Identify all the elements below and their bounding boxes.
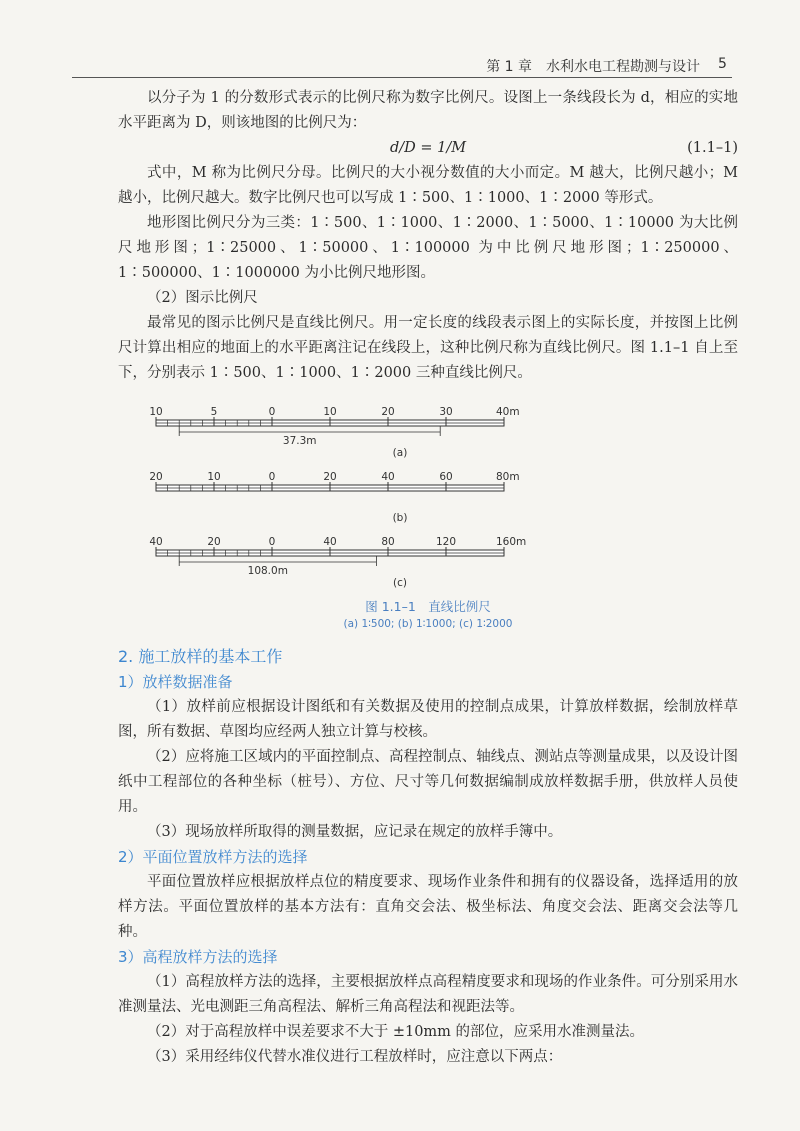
tick-label: 60 (439, 471, 453, 483)
paragraph: （1）放样前应根据设计图纸和有关数据及使用的控制点成果，计算放样数据，绘制放样草图，所有数据、草图均应经两人独立计算与校核。 (118, 699, 738, 740)
paragraph: 最常见的图示比例尺是直线比例尺。用一定长度的线段表示图上的实际长度，并按图上比例尺计算出相应的地面上的水平距离注记在线段上，这种比例尺称为直线比例尺。图 1.1–1 自上至下，分别表示 1∶500、1∶1000、1∶2000 三种直线比例尺。 (118, 315, 738, 381)
section-heading: 2. 施工放样的基本工作 (118, 647, 283, 666)
paragraph: （2）应将施工区域内的平面控制点、高程控制点、轴线点、测站点等测量成果，以及设计图纸中工程部位的各种坐标（桩号）、方位、尺寸等几何数据编制成放样数据手册，供放样人员使用。 (118, 749, 738, 815)
tick-label: 80m (496, 471, 520, 483)
formula (118, 136, 738, 161)
tick-label: 5 (210, 406, 218, 418)
tick-label: 40m (496, 406, 520, 418)
tick-label: 0 (268, 471, 276, 483)
tick-label: 120 (435, 536, 457, 548)
tick-label: 40 (149, 536, 163, 548)
paragraph: （1）高程放样方法的选择，主要根据放样点高程精度要求和现场的作业条件。可分别采用水准测量法、光电测距三角高程法、解析三角高程法和视距法等。 (118, 974, 738, 1015)
tick-label: 0 (268, 536, 276, 548)
page-number: 5 (718, 56, 727, 72)
paragraph: （3）现场放样所取得的测量数据，应记录在规定的放样手簿中。 (147, 824, 563, 840)
formula-number: (1.1–1) (687, 140, 738, 156)
paragraph: （3）采用经纬仪代替水准仪进行工程放样时，应注意以下两点： (147, 1049, 563, 1065)
page-header (0, 56, 800, 78)
measure-label: 37.3m (282, 435, 317, 447)
tick-label: 80 (381, 536, 395, 548)
subsection-heading: 2）平面位置放样方法的选择 (118, 848, 308, 866)
measure-label: 108.0m (247, 565, 288, 577)
subheading: （2）图示比例尺 (147, 290, 258, 306)
page-content (118, 86, 738, 1070)
tick-label: 20 (149, 471, 163, 483)
sub-label: (a) (392, 447, 408, 459)
paragraph: 平面位置放样应根据放样点位的精度要求、现场作业条件和拥有的仪器设备，选择适用的放样方法。平面位置放样的基本方法有：直角交会法、极坐标法、角度交会法、距离交会法等几种。 (118, 874, 738, 940)
tick-label: 0 (268, 406, 276, 418)
tick-label: 20 (207, 536, 221, 548)
paragraph: 式中，M 称为比例尺分母。比例尺的大小视分数值的大小而定。M 越大，比例尺越小；M 越小，比例尺越大。数字比例尺也可以写成 1∶500、1∶1000、1∶2000 等形式。 (118, 165, 738, 206)
paragraph: 地形图比例尺分为三类：1∶500、1∶1000、1∶2000、1∶5000、1∶10000 为大比例尺地形图；1∶25000、1∶50000、1∶100000 为中比例尺地形图；1∶250000、1∶500000、1∶1000000 为小比例尺地形图。 (118, 215, 738, 281)
sub-label: (c) (393, 577, 407, 589)
paragraph: （2）对于高程放样中误差要求不大于 ±10mm 的部位，应采用水准测量法。 (147, 1024, 645, 1040)
tick-label: 40 (381, 471, 395, 483)
scale-figure (118, 398, 738, 598)
subsection-heading: 1）放样数据准备 (118, 673, 233, 691)
paragraph: 以分子为 1 的分数形式表示的比例尺称为数字比例尺。设图上一条线段长为 d，相应的实地水平距离为 D，则该地图的比例尺为： (118, 90, 738, 131)
header-rule (72, 77, 732, 78)
tick-label: 20 (323, 471, 337, 483)
tick-label: 160m (496, 536, 527, 548)
scale-diagram (118, 398, 738, 598)
figure-caption: 图 1.1–1 直线比例尺 (365, 599, 491, 614)
tick-label: 10 (149, 406, 163, 418)
tick-label: 20 (381, 406, 395, 418)
subsection-heading: 3）高程放样方法的选择 (118, 948, 278, 966)
formula-text: d/D = 1/M (389, 140, 467, 156)
tick-label: 30 (439, 406, 453, 418)
chapter-title: 第 1 章 水利水电工程勘测与设计 (486, 59, 700, 75)
figure-subcaption: (a) 1∶500; (b) 1∶1000; (c) 1∶2000 (343, 618, 513, 630)
tick-label: 10 (207, 471, 221, 483)
sub-label: (b) (392, 512, 408, 524)
tick-label: 40 (323, 536, 337, 548)
tick-label: 10 (323, 406, 337, 418)
